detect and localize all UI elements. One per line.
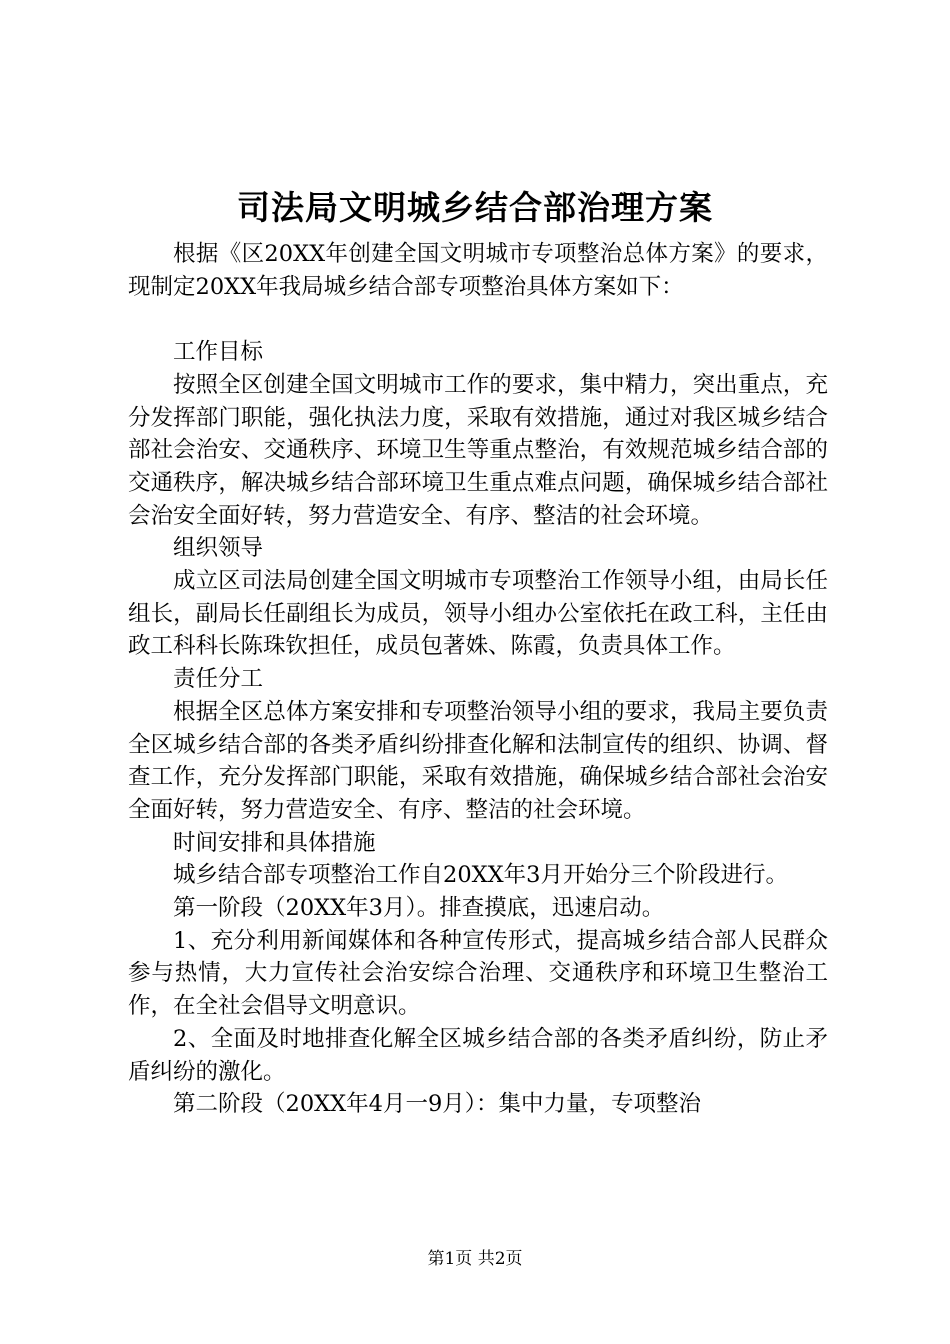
page-footer: 第1页 共2页 — [427, 1249, 523, 1269]
intro-paragraph: 根据《区20XX年创建全国文明城市专项整治总体方案》的要求，现制定20XX年我局城乡结合部专项整治具体方案如下： — [128, 241, 828, 300]
responsibility-paragraph: 根据全区总体方案安排和专项整治领导小组的要求，我局主要负责全区城乡结合部的各类矛盾纠纷排查化解和法制宣传的组织、协调、督查工作，充分发挥部门职能，采取有效措施，确保城乡结合部社会治安全面好转，努力营造安全、有序、整洁的社会环境。 — [128, 698, 828, 823]
phase-one-heading: 第一阶段（20XX年3月）。排查摸底，迅速启动。 — [173, 895, 665, 922]
phase-two-heading: 第二阶段（20XX年4月一9月）：集中力量，专项整治 — [173, 1091, 702, 1118]
document-body — [128, 238, 828, 1121]
paragraph-gap — [128, 303, 828, 336]
phase-one-item-2: 2、全面及时地排查化解全区城乡结合部的各类矛盾纠纷，防止矛盾纠纷的激化。 — [128, 1025, 828, 1085]
phase-one-item-1: 1、充分利用新闻媒体和各种宣传形式，提高城乡结合部人民群众参与热情，大力宣传社会治安综合治理、交通秩序和环境卫生整治工作，在全社会倡导文明意识。 — [128, 927, 828, 1020]
leadership-paragraph: 成立区司法局创建全国文明城市专项整治工作领导小组，由局长任组长，副局长任副组长为成员，领导小组办公室依托在政工科，主任由政工科科长陈珠钦担任，成员包著姝、陈霞，负责具体工作。 — [128, 568, 828, 660]
document-title: 司法局文明城乡结合部治理方案 — [237, 188, 713, 227]
section-heading-leadership: 组织领导 — [173, 535, 264, 562]
section-heading-schedule: 时间安排和具体措施 — [173, 829, 376, 856]
schedule-paragraph: 城乡结合部专项整治工作自20XX年3月开始分三个阶段进行。 — [173, 862, 788, 889]
goals-paragraph: 按照全区创建全国文明城市工作的要求，集中精力，突出重点，充分发挥部门职能，强化执法力度，采取有效措施，通过对我区城乡结合部社会治安、交通秩序、环境卫生等重点整治，有效规范城乡结合部的交通秩序，解决城乡结合部环境卫生重点难点问题，确保城乡结合部社会治安全面好转，努力营造安全、有序、整洁的社会环境。 — [128, 371, 828, 529]
section-heading-goals: 工作目标 — [173, 339, 264, 366]
section-heading-responsibility: 责任分工 — [173, 666, 264, 693]
